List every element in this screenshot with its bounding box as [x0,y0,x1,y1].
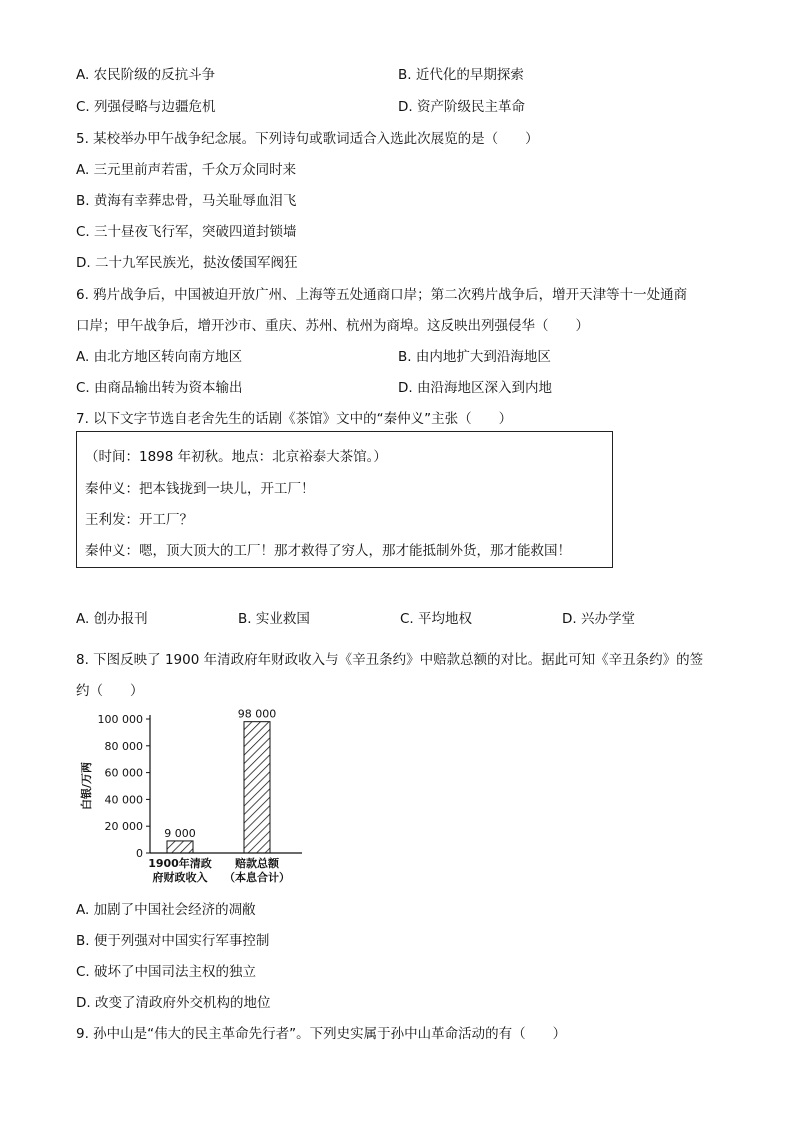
q9-stem: 9. 孙中山是“伟大的民主革命先行者”。下列史实属于孙中山革命活动的有（ ） [76,1026,567,1042]
q5-option-c: C. 三十昼夜飞行军，突破四道封锁墙 [76,224,297,240]
q7-quote-line-4: 秦仲义：嗯，顶大顶大的工厂！那才救得了穷人，那才能抵制外货，那才能救国！ [85,543,571,559]
q7-quote-line-3: 王利发：开工厂？ [85,512,193,528]
q6-option-d: D. 由沿海地区深入到内地 [398,380,552,396]
q8-option-b: B. 便于列强对中国实行军事控制 [76,933,270,949]
bar [244,722,270,853]
q6-stem-line1: 6. 鸦片战争后，中国被迫开放广州、上海等五处通商口岸；第二次鸦片战争后，增开天津等十一处通商 [76,287,688,303]
q6-option-a: A. 由北方地区转向南方地区 [76,349,243,365]
q7-option-a: A. 创办报刊 [76,611,148,627]
y-axis-label: 白银/万两 [80,761,93,811]
q5-stem: 5. 某校举办甲午战争纪念展。下列诗句或歌词适合入选此次展览的是（ ） [76,131,539,147]
category-label: 赔款总额 [235,857,279,870]
category-label: （本息合计） [224,871,290,884]
bar [167,841,193,853]
q4-option-a: A. 农民阶级的反抗斗争 [76,67,216,83]
q6-stem-line2: 口岸；甲午战争后，增开沙市、重庆、苏州、杭州为商埠。这反映出列强侵华（ ） [76,318,589,334]
q5-option-b: B. 黄海有幸葬忠骨，马关耻辱血泪飞 [76,193,297,209]
q8-option-a: A. 加剧了中国社会经济的凋敝 [76,902,256,918]
y-tick-label: 100 000 [97,713,143,726]
q8-stem-line1: 8. 下图反映了 1900 年清政府年财政收入与《辛丑条约》中赔款总额的对比。据此可知《辛丑条约》的签 [76,652,704,668]
q7-quote-box [76,431,613,568]
q7-stem: 7. 以下文字节选自老舍先生的话剧《茶馆》文中的“秦仲义”主张（ ） [76,411,513,427]
q8-option-c: C. 破坏了中国司法主权的独立 [76,964,257,980]
category-label: 1900年清政 [148,857,212,870]
category-label: 府财政收入 [152,871,208,884]
data-label: 9 000 [164,826,196,840]
q8-bar-chart [76,702,316,888]
q5-option-a: A. 三元里前声若雷，千众万众同时来 [76,162,297,178]
q4-option-b: B. 近代化的早期探索 [398,67,524,83]
data-label: 98 000 [237,707,277,721]
q5-option-d: D. 二十九军民族光，挞汝倭国军阀狂 [76,255,298,271]
q8-option-d: D. 改变了清政府外交机构的地位 [76,995,271,1011]
q7-quote-line-1: （时间：1898 年初秋。地点：北京裕泰大茶馆。） [85,449,387,465]
y-tick-label: 20 000 [104,820,143,834]
y-tick-label: 0 [136,847,143,860]
q6-option-c: C. 由商品输出转为资本输出 [76,380,243,396]
q7-option-b: B. 实业救国 [238,611,310,627]
q6-option-b: B. 由内地扩大到沿海地区 [398,349,551,365]
q4-option-c: C. 列强侵略与边疆危机 [76,99,216,115]
y-tick-label: 60 000 [104,766,143,780]
q8-stem-line2: 约（ ） [76,683,144,699]
q7-option-c: C. 平均地权 [400,611,473,627]
q7-option-d: D. 兴办学堂 [562,611,635,627]
q4-option-d: D. 资产阶级民主革命 [398,99,525,115]
y-tick-label: 40 000 [104,793,143,807]
q7-quote-line-2: 秦仲义：把本钱拢到一块儿，开工厂！ [85,481,315,497]
y-tick-label: 80 000 [104,739,143,753]
